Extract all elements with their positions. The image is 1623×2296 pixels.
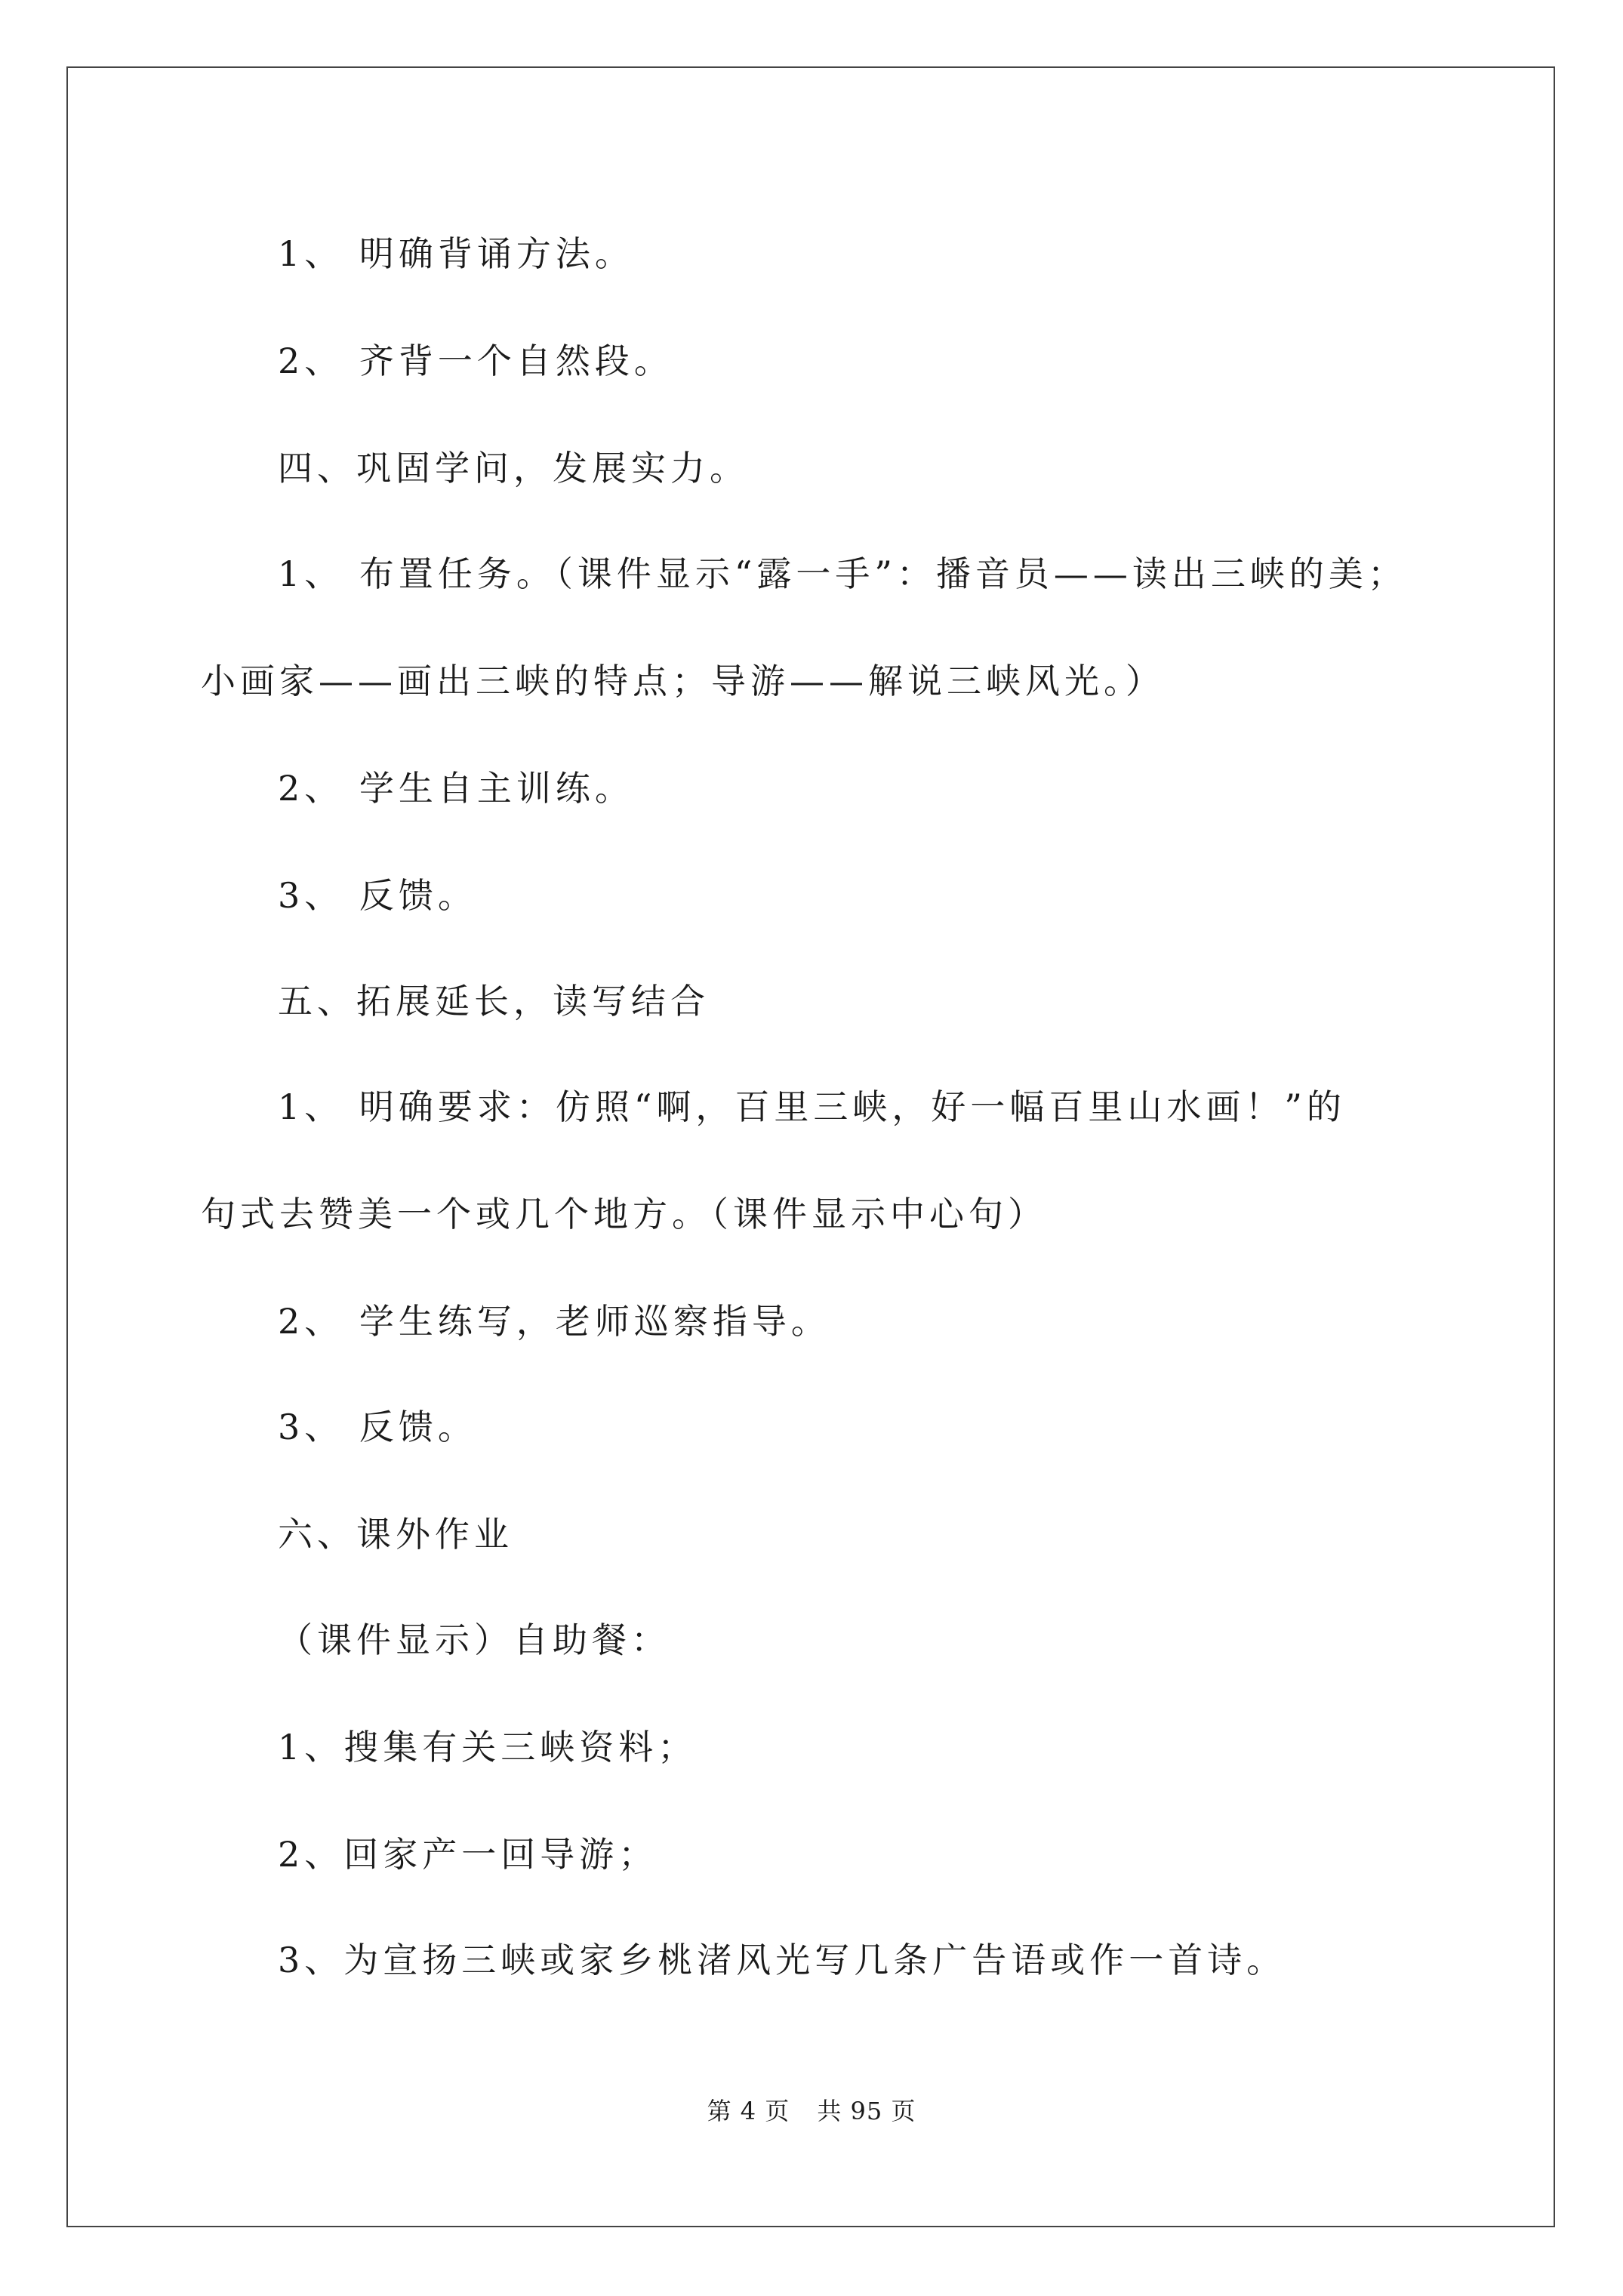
paragraph-line: 1、 明确要求：仿照“啊，百里三峡，好一幅百里山水画！”的 xyxy=(278,1086,1346,1127)
paragraph-line: 2、回家产一回导游； xyxy=(278,1834,658,1875)
section-heading: 五、拓展延长，读写结合 xyxy=(278,981,710,1022)
paragraph-line: 1、 明确背诵方法。 xyxy=(278,233,634,274)
section-heading: 四、巩固学问，发展实力。 xyxy=(278,448,749,488)
page-number: 第 4 页 xyxy=(707,2097,790,2125)
section-heading: 六、课外作业 xyxy=(278,1514,513,1555)
paragraph-line: 小画家——画出三峡的特点；导游——解说三峡风光。） xyxy=(201,661,1165,701)
paragraph-line: 3、为宣扬三峡或家乡桃渚风光写几条广告语或作一首诗。 xyxy=(278,1940,1286,1980)
paragraph-line: 3、 反馈。 xyxy=(278,1407,477,1447)
paragraph-line: 3、 反馈。 xyxy=(278,875,477,916)
page-total: 共 95 页 xyxy=(817,2097,916,2125)
page-border xyxy=(66,66,1555,2227)
paragraph-line: 2、 学生练写，老师巡察指导。 xyxy=(278,1301,830,1342)
paragraph-line: 句式去赞美一个或几个地方。（课件显示中心句） xyxy=(201,1194,1047,1234)
paragraph-line: 2、 学生自主训练。 xyxy=(278,768,634,809)
paragraph-line: 2、 齐背一个自然段。 xyxy=(278,341,673,381)
paragraph-line: 1、 布置任务。（课件显示“露一手”：播音员——读出三峡的美； xyxy=(278,553,1407,594)
paragraph-line: 1、搜集有关三峡资料； xyxy=(278,1727,698,1767)
page-footer xyxy=(0,2096,1623,2126)
paragraph-line: （课件显示）自助餐： xyxy=(278,1620,670,1660)
